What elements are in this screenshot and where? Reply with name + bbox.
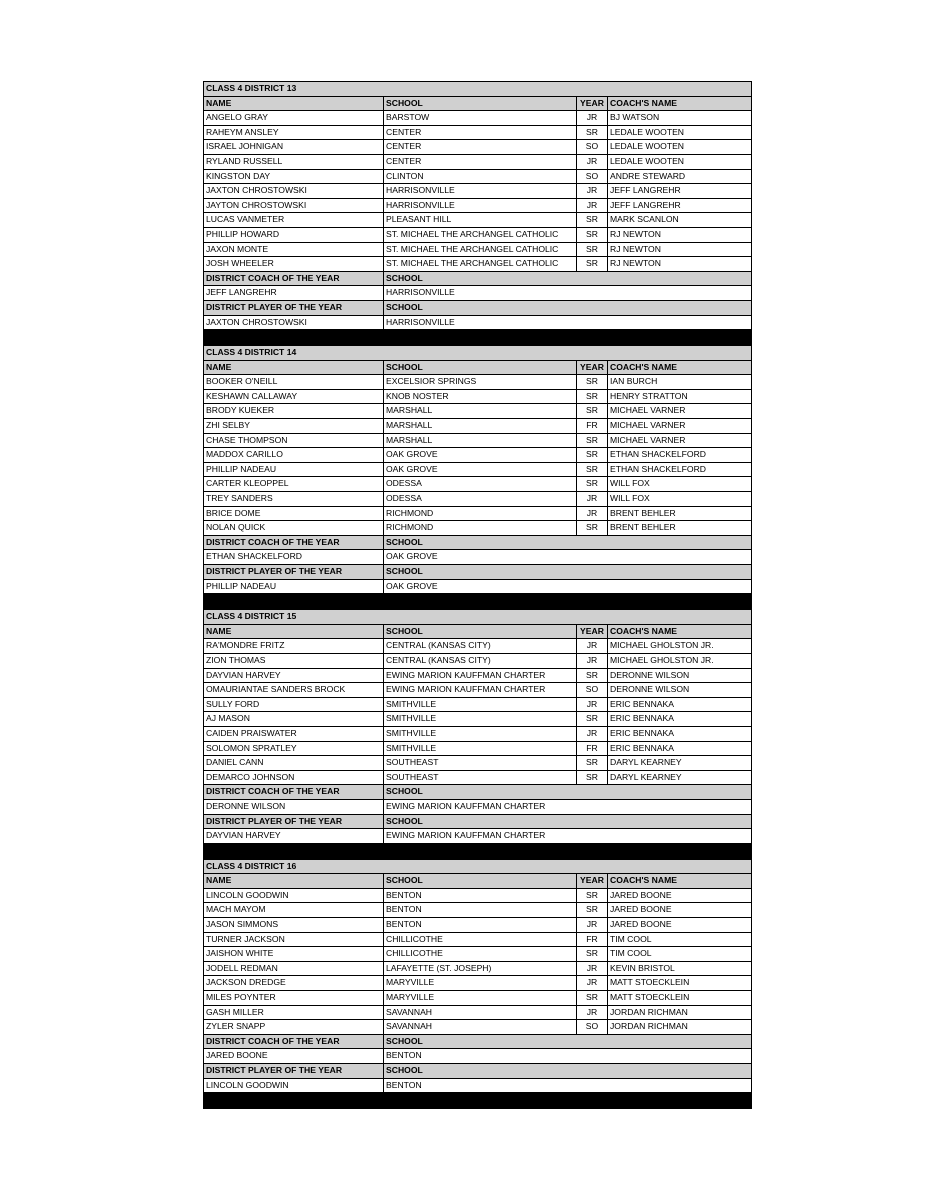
coach-of-year-label: DISTRICT COACH OF THE YEAR bbox=[204, 535, 384, 550]
player-row bbox=[204, 770, 752, 785]
separator-cell bbox=[204, 330, 752, 346]
player-coach: BRENT BEHLER bbox=[608, 506, 752, 521]
separator-bar bbox=[204, 1093, 752, 1109]
coach-of-year-name: DERONNE WILSON bbox=[204, 799, 384, 814]
player-school: EWING MARION KAUFFMAN CHARTER bbox=[384, 668, 577, 683]
player-name: MACH MAYOM bbox=[204, 903, 384, 918]
coach-of-year-school-label: SCHOOL bbox=[384, 271, 752, 286]
player-coach: JARED BOONE bbox=[608, 888, 752, 903]
player-year: SR bbox=[577, 477, 608, 492]
player-year: JR bbox=[577, 184, 608, 199]
coach-of-year-label: DISTRICT COACH OF THE YEAR bbox=[204, 1034, 384, 1049]
coach-of-year-row bbox=[204, 286, 752, 301]
player-coach: IAN BURCH bbox=[608, 375, 752, 390]
district-title: CLASS 4 DISTRICT 13 bbox=[204, 82, 752, 97]
coach-of-year-school-label: SCHOOL bbox=[384, 785, 752, 800]
player-coach: MARK SCANLON bbox=[608, 213, 752, 228]
player-school: BENTON bbox=[384, 918, 577, 933]
player-coach: LEDALE WOOTEN bbox=[608, 154, 752, 169]
player-school: RICHMOND bbox=[384, 506, 577, 521]
player-of-year-header-row bbox=[204, 565, 752, 580]
player-year: SR bbox=[577, 448, 608, 463]
player-row bbox=[204, 756, 752, 771]
player-year: SR bbox=[577, 756, 608, 771]
player-row bbox=[204, 903, 752, 918]
district-title: CLASS 4 DISTRICT 15 bbox=[204, 610, 752, 625]
player-row bbox=[204, 668, 752, 683]
player-name: OMAURIANTAE SANDERS BROCK bbox=[204, 683, 384, 698]
coach-of-year-school: EWING MARION KAUFFMAN CHARTER bbox=[384, 799, 752, 814]
player-coach: WILL FOX bbox=[608, 477, 752, 492]
player-name: RYLAND RUSSELL bbox=[204, 154, 384, 169]
player-year: JR bbox=[577, 976, 608, 991]
player-school: BENTON bbox=[384, 903, 577, 918]
player-of-year-row bbox=[204, 1078, 752, 1093]
player-of-year-school: HARRISONVILLE bbox=[384, 315, 752, 330]
player-coach: MATT STOECKLEIN bbox=[608, 976, 752, 991]
player-year: SR bbox=[577, 404, 608, 419]
player-year: SO bbox=[577, 169, 608, 184]
coach-of-year-header-row bbox=[204, 1034, 752, 1049]
player-name: ANGELO GRAY bbox=[204, 111, 384, 126]
player-school: BARSTOW bbox=[384, 111, 577, 126]
district-title-row bbox=[204, 82, 752, 97]
player-coach: MATT STOECKLEIN bbox=[608, 991, 752, 1006]
player-of-year-school-label: SCHOOL bbox=[384, 300, 752, 315]
player-school: HARRISONVILLE bbox=[384, 184, 577, 199]
player-name: CAIDEN PRAISWATER bbox=[204, 726, 384, 741]
player-school: MARSHALL bbox=[384, 433, 577, 448]
player-school: OAK GROVE bbox=[384, 448, 577, 463]
player-school: BENTON bbox=[384, 888, 577, 903]
coach-of-year-header-row bbox=[204, 271, 752, 286]
player-row bbox=[204, 404, 752, 419]
player-of-year-name: LINCOLN GOODWIN bbox=[204, 1078, 384, 1093]
player-row bbox=[204, 257, 752, 272]
player-of-year-header-row bbox=[204, 814, 752, 829]
player-name: KESHAWN CALLAWAY bbox=[204, 389, 384, 404]
player-name: MILES POYNTER bbox=[204, 991, 384, 1006]
coach-of-year-name: ETHAN SHACKELFORD bbox=[204, 550, 384, 565]
player-name: KINGSTON DAY bbox=[204, 169, 384, 184]
player-year: SR bbox=[577, 903, 608, 918]
player-school: ST. MICHAEL THE ARCHANGEL CATHOLIC bbox=[384, 257, 577, 272]
player-school: MARYVILLE bbox=[384, 976, 577, 991]
player-row bbox=[204, 169, 752, 184]
player-name: RA'MONDRE FRITZ bbox=[204, 639, 384, 654]
coach-of-year-school: HARRISONVILLE bbox=[384, 286, 752, 301]
year-header: YEAR bbox=[577, 624, 608, 639]
player-school: PLEASANT HILL bbox=[384, 213, 577, 228]
player-coach: BJ WATSON bbox=[608, 111, 752, 126]
player-year: JR bbox=[577, 918, 608, 933]
player-coach: JEFF LANGREHR bbox=[608, 198, 752, 213]
player-school: SAVANNAH bbox=[384, 1005, 577, 1020]
coach-of-year-name: JARED BOONE bbox=[204, 1049, 384, 1064]
player-school: MARSHALL bbox=[384, 419, 577, 434]
player-of-year-label: DISTRICT PLAYER OF THE YEAR bbox=[204, 1064, 384, 1079]
player-name: TREY SANDERS bbox=[204, 492, 384, 507]
player-coach: BRENT BEHLER bbox=[608, 521, 752, 536]
player-year: SR bbox=[577, 389, 608, 404]
player-name: ZYLER SNAPP bbox=[204, 1020, 384, 1035]
coach-of-year-name: JEFF LANGREHR bbox=[204, 286, 384, 301]
player-of-year-school-label: SCHOOL bbox=[384, 814, 752, 829]
player-row bbox=[204, 198, 752, 213]
player-school: EWING MARION KAUFFMAN CHARTER bbox=[384, 683, 577, 698]
school-header: SCHOOL bbox=[384, 624, 577, 639]
player-coach: DERONNE WILSON bbox=[608, 683, 752, 698]
coach-of-year-row bbox=[204, 550, 752, 565]
player-school: MARYVILLE bbox=[384, 991, 577, 1006]
player-name: TURNER JACKSON bbox=[204, 932, 384, 947]
player-name: CARTER KLEOPPEL bbox=[204, 477, 384, 492]
player-row bbox=[204, 961, 752, 976]
player-name: CHASE THOMPSON bbox=[204, 433, 384, 448]
player-school: CENTRAL (KANSAS CITY) bbox=[384, 639, 577, 654]
player-school: SOUTHEAST bbox=[384, 756, 577, 771]
player-row bbox=[204, 125, 752, 140]
player-coach: MICHAEL GHOLSTON JR. bbox=[608, 653, 752, 668]
player-of-year-name: DAYVIAN HARVEY bbox=[204, 829, 384, 844]
separator-bar bbox=[204, 330, 752, 346]
player-school: MARSHALL bbox=[384, 404, 577, 419]
player-row bbox=[204, 521, 752, 536]
player-year: SR bbox=[577, 257, 608, 272]
player-coach: MICHAEL VARNER bbox=[608, 419, 752, 434]
player-year: SR bbox=[577, 947, 608, 962]
coach-of-year-school: OAK GROVE bbox=[384, 550, 752, 565]
column-header-row bbox=[204, 360, 752, 375]
player-coach: ERIC BENNAKA bbox=[608, 712, 752, 727]
player-year: FR bbox=[577, 419, 608, 434]
player-coach: ERIC BENNAKA bbox=[608, 741, 752, 756]
player-of-year-header-row bbox=[204, 300, 752, 315]
player-row bbox=[204, 477, 752, 492]
player-row bbox=[204, 726, 752, 741]
player-coach: RJ NEWTON bbox=[608, 227, 752, 242]
player-coach: HENRY STRATTON bbox=[608, 389, 752, 404]
player-year: SR bbox=[577, 521, 608, 536]
player-name: PHILLIP HOWARD bbox=[204, 227, 384, 242]
coach-header: COACH'S NAME bbox=[608, 624, 752, 639]
player-school: CHILLICOTHE bbox=[384, 932, 577, 947]
player-name: SULLY FORD bbox=[204, 697, 384, 712]
player-row bbox=[204, 918, 752, 933]
player-name: PHILLIP NADEAU bbox=[204, 462, 384, 477]
school-header: SCHOOL bbox=[384, 96, 577, 111]
player-row bbox=[204, 111, 752, 126]
player-year: SR bbox=[577, 462, 608, 477]
player-school: SMITHVILLE bbox=[384, 741, 577, 756]
all-district-sheet bbox=[203, 81, 751, 1109]
coach-of-year-label: DISTRICT COACH OF THE YEAR bbox=[204, 785, 384, 800]
column-header-row bbox=[204, 624, 752, 639]
player-of-year-school: BENTON bbox=[384, 1078, 752, 1093]
player-coach: MICHAEL GHOLSTON JR. bbox=[608, 639, 752, 654]
player-row bbox=[204, 932, 752, 947]
name-header: NAME bbox=[204, 96, 384, 111]
player-name: MADDOX CARILLO bbox=[204, 448, 384, 463]
player-row bbox=[204, 712, 752, 727]
player-year: JR bbox=[577, 653, 608, 668]
player-name: JAISHON WHITE bbox=[204, 947, 384, 962]
player-of-year-row bbox=[204, 579, 752, 594]
player-of-year-school: EWING MARION KAUFFMAN CHARTER bbox=[384, 829, 752, 844]
player-coach: MICHAEL VARNER bbox=[608, 433, 752, 448]
player-year: SR bbox=[577, 888, 608, 903]
player-year: JR bbox=[577, 198, 608, 213]
player-school: OAK GROVE bbox=[384, 462, 577, 477]
player-name: JAXON MONTE bbox=[204, 242, 384, 257]
year-header: YEAR bbox=[577, 874, 608, 889]
player-of-year-label: DISTRICT PLAYER OF THE YEAR bbox=[204, 300, 384, 315]
name-header: NAME bbox=[204, 360, 384, 375]
player-coach: KEVIN BRISTOL bbox=[608, 961, 752, 976]
player-school: CHILLICOTHE bbox=[384, 947, 577, 962]
coach-of-year-school-label: SCHOOL bbox=[384, 535, 752, 550]
coach-of-year-row bbox=[204, 799, 752, 814]
player-coach: WILL FOX bbox=[608, 492, 752, 507]
separator-bar bbox=[204, 843, 752, 859]
player-row bbox=[204, 213, 752, 228]
player-name: DANIEL CANN bbox=[204, 756, 384, 771]
player-year: JR bbox=[577, 639, 608, 654]
district-title: CLASS 4 DISTRICT 16 bbox=[204, 859, 752, 874]
coach-header: COACH'S NAME bbox=[608, 96, 752, 111]
separator-bar bbox=[204, 594, 752, 610]
player-name: ISRAEL JOHNIGAN bbox=[204, 140, 384, 155]
player-of-year-header-row bbox=[204, 1064, 752, 1079]
player-name: GASH MILLER bbox=[204, 1005, 384, 1020]
player-school: ODESSA bbox=[384, 492, 577, 507]
player-school: ODESSA bbox=[384, 477, 577, 492]
player-name: BRODY KUEKER bbox=[204, 404, 384, 419]
player-name: DEMARCO JOHNSON bbox=[204, 770, 384, 785]
player-year: SR bbox=[577, 125, 608, 140]
player-coach: RJ NEWTON bbox=[608, 242, 752, 257]
district-title-row bbox=[204, 346, 752, 361]
player-coach: DARYL KEARNEY bbox=[608, 756, 752, 771]
separator-cell bbox=[204, 843, 752, 859]
player-year: SR bbox=[577, 242, 608, 257]
player-coach: ANDRE STEWARD bbox=[608, 169, 752, 184]
player-coach: JORDAN RICHMAN bbox=[608, 1005, 752, 1020]
player-coach: LEDALE WOOTEN bbox=[608, 125, 752, 140]
player-year: SO bbox=[577, 1020, 608, 1035]
player-year: SR bbox=[577, 213, 608, 228]
coach-of-year-header-row bbox=[204, 535, 752, 550]
player-name: JACKSON DREDGE bbox=[204, 976, 384, 991]
coach-header: COACH'S NAME bbox=[608, 360, 752, 375]
player-coach: JORDAN RICHMAN bbox=[608, 1020, 752, 1035]
player-name: JASON SIMMONS bbox=[204, 918, 384, 933]
player-row bbox=[204, 947, 752, 962]
player-year: JR bbox=[577, 111, 608, 126]
player-year: JR bbox=[577, 961, 608, 976]
player-row bbox=[204, 242, 752, 257]
year-header: YEAR bbox=[577, 360, 608, 375]
player-year: SR bbox=[577, 770, 608, 785]
player-coach: JARED BOONE bbox=[608, 918, 752, 933]
player-school: SAVANNAH bbox=[384, 1020, 577, 1035]
player-year: SR bbox=[577, 712, 608, 727]
player-row bbox=[204, 433, 752, 448]
player-row bbox=[204, 492, 752, 507]
player-year: JR bbox=[577, 726, 608, 741]
player-name: ZHI SELBY bbox=[204, 419, 384, 434]
school-header: SCHOOL bbox=[384, 360, 577, 375]
player-name: SOLOMON SPRATLEY bbox=[204, 741, 384, 756]
player-of-year-row bbox=[204, 829, 752, 844]
player-of-year-school-label: SCHOOL bbox=[384, 1064, 752, 1079]
player-row bbox=[204, 697, 752, 712]
coach-of-year-school-label: SCHOOL bbox=[384, 1034, 752, 1049]
player-row bbox=[204, 448, 752, 463]
player-row bbox=[204, 154, 752, 169]
player-school: CENTER bbox=[384, 125, 577, 140]
coach-of-year-row bbox=[204, 1049, 752, 1064]
player-of-year-school-label: SCHOOL bbox=[384, 565, 752, 580]
player-year: SR bbox=[577, 433, 608, 448]
name-header: NAME bbox=[204, 874, 384, 889]
player-school: SMITHVILLE bbox=[384, 726, 577, 741]
player-name: DAYVIAN HARVEY bbox=[204, 668, 384, 683]
player-year: SO bbox=[577, 683, 608, 698]
player-name: LINCOLN GOODWIN bbox=[204, 888, 384, 903]
player-year: FR bbox=[577, 741, 608, 756]
player-coach: DERONNE WILSON bbox=[608, 668, 752, 683]
player-name: LUCAS VANMETER bbox=[204, 213, 384, 228]
player-of-year-label: DISTRICT PLAYER OF THE YEAR bbox=[204, 565, 384, 580]
player-year: SR bbox=[577, 668, 608, 683]
player-row bbox=[204, 1005, 752, 1020]
player-coach: ETHAN SHACKELFORD bbox=[608, 448, 752, 463]
player-year: JR bbox=[577, 697, 608, 712]
player-coach: JEFF LANGREHR bbox=[608, 184, 752, 199]
player-of-year-label: DISTRICT PLAYER OF THE YEAR bbox=[204, 814, 384, 829]
coach-of-year-school: BENTON bbox=[384, 1049, 752, 1064]
player-school: EXCELSIOR SPRINGS bbox=[384, 375, 577, 390]
player-row bbox=[204, 227, 752, 242]
player-year: SR bbox=[577, 375, 608, 390]
player-row bbox=[204, 741, 752, 756]
player-school: CENTER bbox=[384, 154, 577, 169]
player-school: SMITHVILLE bbox=[384, 697, 577, 712]
separator-cell bbox=[204, 594, 752, 610]
player-coach: ETHAN SHACKELFORD bbox=[608, 462, 752, 477]
player-year: JR bbox=[577, 506, 608, 521]
player-row bbox=[204, 639, 752, 654]
player-name: BRICE DOME bbox=[204, 506, 384, 521]
separator-cell bbox=[204, 1093, 752, 1109]
player-year: SR bbox=[577, 227, 608, 242]
player-school: CENTER bbox=[384, 140, 577, 155]
player-of-year-name: JAXTON CHROSTOWSKI bbox=[204, 315, 384, 330]
player-name: AJ MASON bbox=[204, 712, 384, 727]
player-school: ST. MICHAEL THE ARCHANGEL CATHOLIC bbox=[384, 227, 577, 242]
district-table bbox=[203, 81, 752, 1109]
player-school: RICHMOND bbox=[384, 521, 577, 536]
district-title-row bbox=[204, 859, 752, 874]
player-of-year-name: PHILLIP NADEAU bbox=[204, 579, 384, 594]
player-coach: JARED BOONE bbox=[608, 903, 752, 918]
coach-of-year-header-row bbox=[204, 785, 752, 800]
player-row bbox=[204, 184, 752, 199]
player-row bbox=[204, 653, 752, 668]
school-header: SCHOOL bbox=[384, 874, 577, 889]
player-row bbox=[204, 506, 752, 521]
player-coach: TIM COOL bbox=[608, 932, 752, 947]
player-coach: ERIC BENNAKA bbox=[608, 726, 752, 741]
player-row bbox=[204, 683, 752, 698]
player-coach: DARYL KEARNEY bbox=[608, 770, 752, 785]
player-row bbox=[204, 976, 752, 991]
player-school: ST. MICHAEL THE ARCHANGEL CATHOLIC bbox=[384, 242, 577, 257]
player-year: SO bbox=[577, 140, 608, 155]
player-coach: TIM COOL bbox=[608, 947, 752, 962]
player-year: JR bbox=[577, 1005, 608, 1020]
player-school: SOUTHEAST bbox=[384, 770, 577, 785]
player-name: JAXTON CHROSTOWSKI bbox=[204, 184, 384, 199]
player-coach: RJ NEWTON bbox=[608, 257, 752, 272]
column-header-row bbox=[204, 96, 752, 111]
player-of-year-school: OAK GROVE bbox=[384, 579, 752, 594]
player-name: RAHEYM ANSLEY bbox=[204, 125, 384, 140]
player-coach: MICHAEL VARNER bbox=[608, 404, 752, 419]
player-school: CENTRAL (KANSAS CITY) bbox=[384, 653, 577, 668]
player-row bbox=[204, 140, 752, 155]
coach-header: COACH'S NAME bbox=[608, 874, 752, 889]
player-year: FR bbox=[577, 932, 608, 947]
player-school: CLINTON bbox=[384, 169, 577, 184]
player-school: HARRISONVILLE bbox=[384, 198, 577, 213]
year-header: YEAR bbox=[577, 96, 608, 111]
column-header-row bbox=[204, 874, 752, 889]
player-coach: LEDALE WOOTEN bbox=[608, 140, 752, 155]
player-name: NOLAN QUICK bbox=[204, 521, 384, 536]
player-name: JODELL REDMAN bbox=[204, 961, 384, 976]
player-row bbox=[204, 888, 752, 903]
player-name: JAYTON CHROSTOWSKI bbox=[204, 198, 384, 213]
player-school: SMITHVILLE bbox=[384, 712, 577, 727]
player-year: JR bbox=[577, 154, 608, 169]
coach-of-year-label: DISTRICT COACH OF THE YEAR bbox=[204, 271, 384, 286]
player-name: BOOKER O'NEILL bbox=[204, 375, 384, 390]
player-name: ZION THOMAS bbox=[204, 653, 384, 668]
player-name: JOSH WHEELER bbox=[204, 257, 384, 272]
player-row bbox=[204, 462, 752, 477]
name-header: NAME bbox=[204, 624, 384, 639]
player-year: SR bbox=[577, 991, 608, 1006]
district-title: CLASS 4 DISTRICT 14 bbox=[204, 346, 752, 361]
player-school: KNOB NOSTER bbox=[384, 389, 577, 404]
player-coach: ERIC BENNAKA bbox=[608, 697, 752, 712]
player-row bbox=[204, 419, 752, 434]
player-row bbox=[204, 1020, 752, 1035]
player-row bbox=[204, 991, 752, 1006]
player-school: LAFAYETTE (ST. JOSEPH) bbox=[384, 961, 577, 976]
player-of-year-row bbox=[204, 315, 752, 330]
player-row bbox=[204, 375, 752, 390]
player-row bbox=[204, 389, 752, 404]
player-year: JR bbox=[577, 492, 608, 507]
district-title-row bbox=[204, 610, 752, 625]
